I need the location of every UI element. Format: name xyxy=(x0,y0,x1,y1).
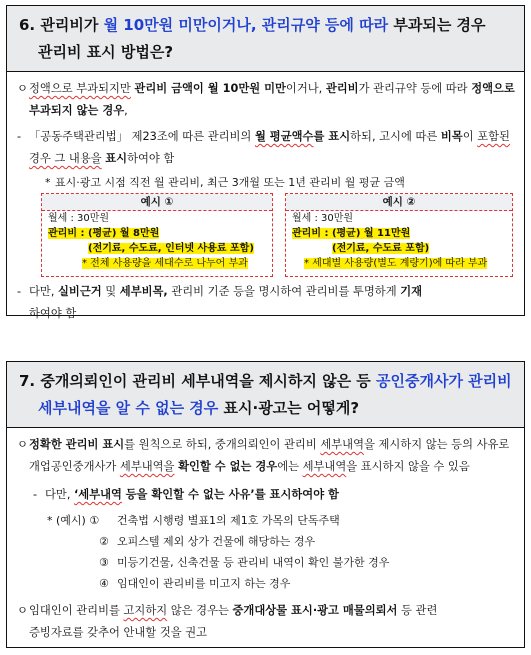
text: 정액으로 부과되지만 xyxy=(29,82,131,95)
text: 관리비 xyxy=(325,82,359,95)
list-item xyxy=(17,531,516,552)
text: 다만, xyxy=(45,488,71,501)
q7-paragraph-3 xyxy=(17,600,516,644)
text: 하되, 고시에 따른 xyxy=(350,130,438,143)
q6-title-part: 관리비 표시 방법은? xyxy=(38,43,174,61)
example-detail: (전기료, 수도료, 인터넷 사용료 포함) xyxy=(88,243,254,254)
list-number: ④ xyxy=(99,577,109,590)
text: 관리비 금액이 월 10만원 미만 xyxy=(134,82,286,95)
text: 중개대상물 표시·광고 매물의뢰서 xyxy=(232,604,398,617)
text: 기재 xyxy=(400,285,423,298)
example-rent: 월세 : 30만원 xyxy=(48,213,110,224)
q7-box xyxy=(6,361,525,648)
text: 고지하지 xyxy=(123,604,168,617)
text: 정액으로 부과되지 않는 경우 xyxy=(29,82,515,117)
text: , xyxy=(124,104,128,117)
text: 등 관련 xyxy=(401,604,438,617)
text: 및 xyxy=(105,285,117,298)
q6-title-part: 되는 경우 xyxy=(422,16,486,34)
q7-paragraph-2 xyxy=(17,484,516,506)
text: 실비근거 xyxy=(58,285,102,298)
q6-examples xyxy=(17,193,516,279)
text: 포함된 경우 그 내용을 xyxy=(29,130,510,165)
text: 이 xyxy=(462,130,474,143)
text: 하여야 함 xyxy=(29,307,77,320)
text: 를 원칙으로 하되, 중개의뢰인이 관리비 xyxy=(124,438,317,451)
example-fee: 관리비 : (평균) 월 8만원 xyxy=(48,228,160,239)
bullet-dash: - xyxy=(17,285,22,298)
q6-number: 6. xyxy=(19,16,36,34)
text: ‘세부내역 xyxy=(74,488,122,501)
text: 등을 확인할 수 없는 사유’를 표시하여야 함 xyxy=(125,488,339,501)
list-item-text: 미등기건물, 신축건물 등 관리비 내역이 확인 불가한 경우 xyxy=(117,556,390,569)
text: 에는 xyxy=(277,460,300,473)
text: 증빙자료를 갖추어 안내할 것을 권고 xyxy=(29,626,208,639)
list-item xyxy=(17,510,516,531)
q7-example-list xyxy=(17,510,516,594)
list-item-text: 오피스텔 제외 상가 건물에 해당하는 경우 xyxy=(117,535,316,548)
text: 등의 사유로 개업공인중개사가 xyxy=(29,438,510,473)
text: 않을 수 있음 xyxy=(408,460,470,473)
q6-title-highlight: 월 10만원 미만이거나, xyxy=(103,16,257,34)
q6-title-part: 관리비가 xyxy=(40,16,99,34)
list-number: ② xyxy=(99,535,109,548)
example-note: * 전체 사용량을 세대수로 나누어 부과 xyxy=(82,258,248,269)
bullet-circle: ㅇ xyxy=(17,82,28,95)
text: 않은 경우는 xyxy=(170,604,229,617)
q7-title-part: 중개의뢰인이 관리비 세부내역을 제시하지 않은 등 xyxy=(40,372,371,390)
q6-title-part: 부과 xyxy=(393,16,423,34)
q7-number: 7. xyxy=(19,372,36,390)
text: 세부내역 xyxy=(302,460,347,473)
q7-heading xyxy=(7,362,524,428)
text: 다만, xyxy=(29,285,55,298)
q6-paragraph-2 xyxy=(17,126,516,170)
text: 임대인이 관리비를 xyxy=(29,604,120,617)
text: 를 표시 xyxy=(313,130,351,143)
q6-box xyxy=(6,5,525,320)
bullet-dash: - xyxy=(33,488,38,501)
q7-title-part: 표시·광고는 어떻게? xyxy=(223,399,360,417)
text: 「공동주택관리법」 제23조에 따른 관리비의 xyxy=(29,130,252,143)
list-number: ③ xyxy=(99,556,109,569)
text: 세부내역 xyxy=(320,438,364,451)
q7-title-highlight: 세부내역을 알 수 없는 경우 xyxy=(38,399,219,417)
example-box-1 xyxy=(41,193,273,277)
text: 표시 xyxy=(105,152,128,165)
list-item xyxy=(17,573,516,594)
text: 을 제시하지 않는 xyxy=(363,438,448,451)
bullet-circle: ㅇ xyxy=(17,438,28,451)
text: 확인할 수 없는 경우 xyxy=(178,460,278,473)
asterisk-icon: * xyxy=(45,176,51,189)
text: 세부비목, xyxy=(119,285,168,298)
text: 을 표시하지 xyxy=(346,460,405,473)
text: 이거나, xyxy=(285,82,323,95)
q7-title-highlight: 공인중개사가 관리비 xyxy=(376,372,512,390)
text: 비목 xyxy=(440,130,463,143)
example-title: 예시 ① xyxy=(42,194,272,211)
q6-note xyxy=(17,172,516,193)
bullet-circle: ㅇ xyxy=(17,604,28,617)
q6-paragraph-3 xyxy=(17,281,516,325)
example-title: 예시 ② xyxy=(286,194,512,211)
example-fee: 관리비 : (평균) 월 11만원 xyxy=(292,228,411,239)
list-item-text: 임대인이 관리비를 미고지 하는 경우 xyxy=(117,577,291,590)
example-rent: 월세 : 30만원 xyxy=(292,213,354,224)
text: 세부내역을 xyxy=(119,460,175,473)
q6-heading xyxy=(7,6,524,72)
bullet-dash: - xyxy=(17,130,22,143)
list-item-text: 건축법 시행령 별표1의 제1호 가목의 단독주택 xyxy=(117,514,340,527)
text: 가 관리규약 등에 xyxy=(358,82,443,95)
q6-paragraph-1 xyxy=(17,78,516,122)
example-box-2 xyxy=(285,193,513,277)
example-detail: (전기료, 수도료 포함) xyxy=(332,243,430,254)
text: 정확한 관리비 표시 xyxy=(29,438,125,451)
list-item xyxy=(17,552,516,573)
q7-paragraph-1 xyxy=(17,434,516,478)
q6-title-highlight: 관리규약 등에 따라 xyxy=(261,16,389,34)
text: 따라 xyxy=(445,82,468,95)
text: 관리비 기준 등을 명시하여 관리비를 투명하게 xyxy=(171,285,397,298)
example-intro: * (예시) ① xyxy=(47,514,100,527)
text: 월 평균액수 xyxy=(254,130,314,143)
text: 하여야 함 xyxy=(127,152,175,165)
example-note: * 세대별 사용량(별도 계량기)에 따라 부과 xyxy=(304,258,488,269)
text: 표시·광고 시점 직전 월 관리비, 최근 3개월 또는 1년 관리비 월 평균 금액 xyxy=(55,176,405,189)
